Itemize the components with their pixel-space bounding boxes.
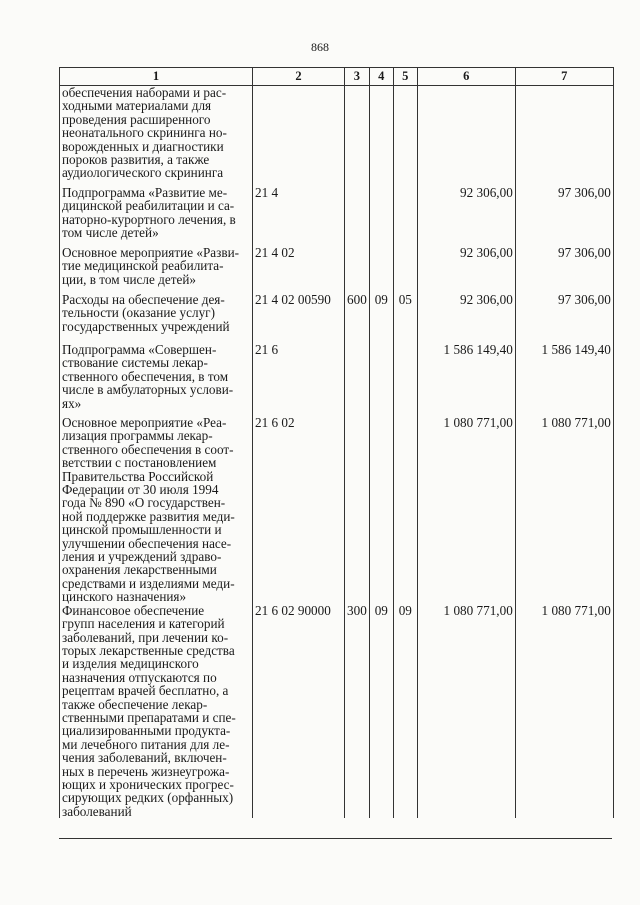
table-row (60, 604, 614, 819)
column-header: 3 (345, 68, 370, 86)
row-code-cell (253, 86, 345, 187)
row-name-cell: Основное мероприятие «Реа- лизация программы лекар- ственного обеспечения в соот- ветствии с постановлением Правительства Российской Федерации от 30 июля 1994 года № 890 «О государствен- ной поддержке развития меди- цинской промышленности и улучшении обеспечения насе- ления и учреждений здраво- охранения лекарственными средствами и изделиями меди- цинского назначения» (60, 416, 253, 604)
row-code-cell: 21 4 (253, 186, 345, 246)
row-col5-cell: 09 (393, 604, 417, 819)
page-number: 868 (311, 40, 329, 54)
row-col4-cell (369, 246, 393, 293)
row-amount-1-cell: 92 306,00 (417, 246, 515, 293)
row-name-cell: Расходы на обеспечение дея- тельности (оказание услуг) государственных учреждений (60, 293, 253, 343)
row-amount-1-cell: 1 080 771,00 (417, 416, 515, 604)
row-amount-1-cell: 1 080 771,00 (417, 604, 515, 819)
budget-table (59, 67, 614, 818)
table-row (60, 416, 614, 604)
column-header: 5 (393, 68, 417, 86)
column-header: 2 (253, 68, 345, 86)
row-name-cell: Финансовое обеспечение групп населения и категорий заболеваний, при лечении ко- торых лекарственные средства и изделия медицинского назначения отпускаются по рецептам врачей бесплатно, а также обеспечение лекар- ственными препаратами и спе- циализированными продукта- ми лечебного питания для ле- чения заболеваний, включен- ных в перечень жизнеугрожа- ющих и хронических прогрес- сирующих редких (орфанных) заболеваний (60, 604, 253, 819)
row-col3-cell (345, 416, 370, 604)
row-col5-cell: 05 (393, 293, 417, 343)
row-col5-cell (393, 246, 417, 293)
row-col5-cell (393, 186, 417, 246)
column-header: 4 (369, 68, 393, 86)
table-row (60, 293, 614, 343)
row-code-cell: 21 6 (253, 343, 345, 416)
row-amount-2-cell: 1 586 149,40 (515, 343, 613, 416)
row-col4-cell: 09 (369, 293, 393, 343)
table-row (60, 86, 614, 187)
table-row (60, 246, 614, 293)
row-code-cell: 21 6 02 (253, 416, 345, 604)
row-amount-1-cell (417, 86, 515, 187)
row-col5-cell (393, 416, 417, 604)
table-row (60, 186, 614, 246)
row-amount-2-cell: 1 080 771,00 (515, 416, 613, 604)
row-amount-1-cell: 92 306,00 (417, 293, 515, 343)
row-col3-cell: 300 (345, 604, 370, 819)
row-name-cell: обеспечения наборами и рас- ходными материалами для проведения расширенного неонатального скрининга но- ворожденных и диагностики пороков развития, а также аудиологического скрининга (60, 86, 253, 187)
row-name-cell: Основное мероприятие «Разви- тие медицинской реабилита- ции, в том числе детей» (60, 246, 253, 293)
row-col3-cell: 600 (345, 293, 370, 343)
row-name-cell: Подпрограмма «Развитие ме- дицинской реабилитации и са- наторно-курортного лечения, в том числе детей» (60, 186, 253, 246)
row-col4-cell (369, 416, 393, 604)
row-col5-cell (393, 86, 417, 187)
row-amount-2-cell: 97 306,00 (515, 293, 613, 343)
column-header: 6 (417, 68, 515, 86)
row-col4-cell (369, 343, 393, 416)
row-col3-cell (345, 246, 370, 293)
row-amount-2-cell (515, 86, 613, 187)
row-col4-cell (369, 86, 393, 187)
row-amount-1-cell: 1 586 149,40 (417, 343, 515, 416)
row-code-cell: 21 6 02 90000 (253, 604, 345, 819)
table-header-row (60, 68, 614, 86)
row-amount-2-cell: 97 306,00 (515, 186, 613, 246)
row-col3-cell (345, 86, 370, 187)
row-col3-cell (345, 186, 370, 246)
table-bottom-border (59, 838, 612, 839)
row-col5-cell (393, 343, 417, 416)
row-amount-2-cell: 1 080 771,00 (515, 604, 613, 819)
table-row (60, 343, 614, 416)
row-col4-cell: 09 (369, 604, 393, 819)
column-header: 1 (60, 68, 253, 86)
row-code-cell: 21 4 02 (253, 246, 345, 293)
row-code-cell: 21 4 02 00590 (253, 293, 345, 343)
column-header: 7 (515, 68, 613, 86)
row-amount-1-cell: 92 306,00 (417, 186, 515, 246)
row-col4-cell (369, 186, 393, 246)
row-amount-2-cell: 97 306,00 (515, 246, 613, 293)
row-col3-cell (345, 343, 370, 416)
row-name-cell: Подпрограмма «Совершен- ствование системы лекар- ственного обеспечения, в том числе в амбулаторных услови- ях» (60, 343, 253, 416)
